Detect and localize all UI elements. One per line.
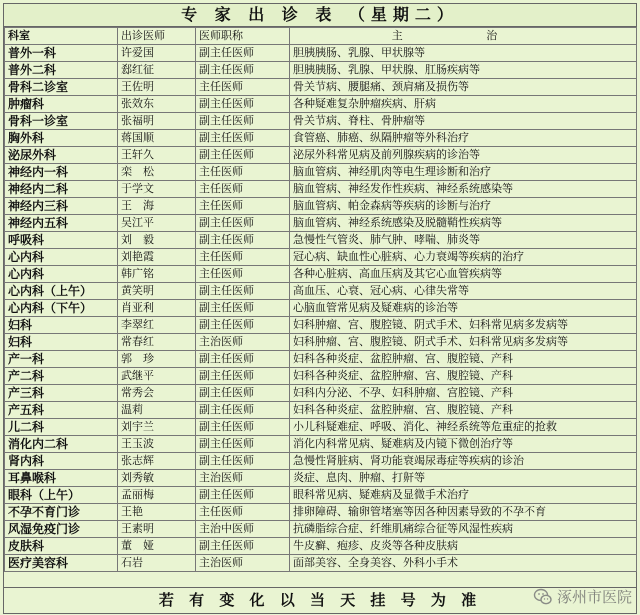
table-row (5, 436, 637, 453)
specialty-cell: 牛皮癣、疱疹、皮炎等各种皮肤病 (290, 538, 637, 555)
doctor-cell: 刘宇兰 (118, 419, 196, 436)
table-row (5, 283, 637, 300)
dept-cell: 神经内一科 (5, 164, 118, 181)
title-cell: 副主任医师 (196, 402, 290, 419)
title-cell: 主任医师 (196, 198, 290, 215)
schedule-title: 专 家 出 诊 表 （星期二） (4, 4, 636, 27)
dept-cell: 心内科 (5, 266, 118, 283)
title-cell: 主任医师 (196, 181, 290, 198)
watermark (533, 586, 632, 607)
dept-cell: 心内科（下午） (5, 300, 118, 317)
table-row (5, 45, 637, 62)
doctor-cell: 韩广铭 (118, 266, 196, 283)
specialty-cell: 眼科常见病、疑难病及显微手术治疗 (290, 487, 637, 504)
doctor-cell: 王佐明 (118, 79, 196, 96)
dept-cell: 风湿免疫门诊 (5, 521, 118, 538)
doctor-cell: 刘 毅 (118, 232, 196, 249)
dept-cell: 呼吸科 (5, 232, 118, 249)
title-cell: 主任医师 (196, 249, 290, 266)
specialty-cell: 妇科肿瘤、宫、腹腔镜、阴式手术、妇科常见病多发病等 (290, 317, 637, 334)
specialty-cell: 妇科各种炎症、盆腔肿瘤、宫、腹腔镜、产科 (290, 402, 637, 419)
title-cell: 副主任医师 (196, 538, 290, 555)
table-row (5, 198, 637, 215)
table-row (5, 266, 637, 283)
title-cell: 副主任医师 (196, 300, 290, 317)
title-cell: 副主任医师 (196, 147, 290, 164)
doctor-cell: 武继平 (118, 368, 196, 385)
doctor-cell: 王轩久 (118, 147, 196, 164)
doctor-cell: 郄红征 (118, 62, 196, 79)
doctor-cell: 王素明 (118, 521, 196, 538)
doctor-cell: 常秀会 (118, 385, 196, 402)
watermark-text: 涿州市医院 (556, 588, 632, 606)
title-cell: 主治医师 (196, 555, 290, 572)
dept-cell: 胸外科 (5, 130, 118, 147)
header-doctor: 出诊医师 (118, 28, 196, 45)
dept-cell: 肿瘤科 (5, 96, 118, 113)
doctor-cell: 张福明 (118, 113, 196, 130)
specialty-cell: 急慢性气管炎、肺气肿、哮喘、肺炎等 (290, 232, 637, 249)
doctor-cell: 肖亚利 (118, 300, 196, 317)
title-cell: 主任医师 (196, 504, 290, 521)
title-cell: 副主任医师 (196, 487, 290, 504)
doctor-cell: 张志辉 (118, 453, 196, 470)
table-row (5, 487, 637, 504)
dept-cell: 妇科 (5, 334, 118, 351)
table-row (5, 351, 637, 368)
table-row (5, 96, 637, 113)
doctor-cell: 许爱国 (118, 45, 196, 62)
dept-cell: 神经内三科 (5, 198, 118, 215)
dept-cell: 皮肤科 (5, 538, 118, 555)
dept-cell: 普外二科 (5, 62, 118, 79)
doctor-cell: 温莉 (118, 402, 196, 419)
table-row (5, 521, 637, 538)
specialty-cell: 炎症、息肉、肿瘤、打鼾等 (290, 470, 637, 487)
doctor-cell: 石岩 (118, 555, 196, 572)
table-row (5, 504, 637, 521)
doctor-cell: 董 娅 (118, 538, 196, 555)
doctor-cell: 蒋国顺 (118, 130, 196, 147)
title-cell: 副主任医师 (196, 62, 290, 79)
dept-cell: 骨科二诊室 (5, 79, 118, 96)
table-row (5, 453, 637, 470)
title-cell: 副主任医师 (196, 453, 290, 470)
title-cell: 主任医师 (196, 164, 290, 181)
title-cell: 副主任医师 (196, 419, 290, 436)
header-row (5, 28, 637, 45)
table-row (5, 164, 637, 181)
doctor-cell: 常春红 (118, 334, 196, 351)
doctor-cell: 张效东 (118, 96, 196, 113)
title-cell: 副主任医师 (196, 317, 290, 334)
specialty-cell: 脑血管病、帕金森病等疾病的诊断与治疗 (290, 198, 637, 215)
table-row (5, 79, 637, 96)
specialty-cell: 胆胰胰肠、乳腺、甲状腺、肛肠疾病等 (290, 62, 637, 79)
title-cell: 副主任医师 (196, 436, 290, 453)
specialty-cell: 妇科各种炎症、盆腔肿瘤、宫、腹腔镜、产科 (290, 368, 637, 385)
specialty-cell: 消化内科常见病、疑难病及内镜下微创治疗等 (290, 436, 637, 453)
table-row (5, 130, 637, 147)
title-cell: 主治中医师 (196, 521, 290, 538)
dept-cell: 神经内五科 (5, 215, 118, 232)
specialty-cell: 食管癌、肺癌、纵隔肿瘤等外科治疗 (290, 130, 637, 147)
doctor-cell: 王玉波 (118, 436, 196, 453)
table-row (5, 419, 637, 436)
specialty-cell: 脑血管病、神经发作性疾病、神经系统感染等 (290, 181, 637, 198)
header-specialty: 主 治 (290, 28, 637, 45)
dept-cell: 消化内二科 (5, 436, 118, 453)
dept-cell: 耳鼻喉科 (5, 470, 118, 487)
dept-cell: 泌尿外科 (5, 147, 118, 164)
dept-cell: 妇科 (5, 317, 118, 334)
table-row (5, 147, 637, 164)
specialty-cell: 排卵障碍、输卵管堵塞等因各种因素导致的不孕不育 (290, 504, 637, 521)
dept-cell: 眼科（上午） (5, 487, 118, 504)
title-cell: 副主任医师 (196, 96, 290, 113)
title-cell: 副主任医师 (196, 45, 290, 62)
doctor-cell: 王 海 (118, 198, 196, 215)
specialty-cell: 小儿科疑难症、呼吸、消化、神经系统等危重症的抢救 (290, 419, 637, 436)
dept-cell: 心内科 (5, 249, 118, 266)
dept-cell: 产二科 (5, 368, 118, 385)
specialty-cell: 冠心病、缺血性心脏病、心力衰竭等疾病的治疗 (290, 249, 637, 266)
title-cell: 主任医师 (196, 79, 290, 96)
title-cell: 主任医师 (196, 266, 290, 283)
title-cell: 副主任医师 (196, 283, 290, 300)
specialty-cell: 胆胰胰肠、乳腺、甲状腺等 (290, 45, 637, 62)
footer-note: 若 有 变 化 以 当 天 挂 号 为 准 (4, 587, 636, 613)
specialty-cell: 抗磷脂综合症、纤维肌痛综合征等风湿性疾病 (290, 521, 637, 538)
schedule-table (4, 27, 637, 572)
header-dept: 科室 (5, 28, 118, 45)
table-row (5, 538, 637, 555)
dept-cell: 肾内科 (5, 453, 118, 470)
doctor-cell: 栾 松 (118, 164, 196, 181)
doctor-cell: 李翠红 (118, 317, 196, 334)
specialty-cell: 妇科肿瘤、宫、腹腔镜、阴式手术、妇科常见病多发病等 (290, 334, 637, 351)
table-row (5, 385, 637, 402)
table-row (5, 368, 637, 385)
specialty-cell: 脑血管病、神经系统感染及脱髓鞘性疾病等 (290, 215, 637, 232)
title-cell: 副主任医师 (196, 385, 290, 402)
dept-cell: 心内科（上午） (5, 283, 118, 300)
title-cell: 主治医师 (196, 470, 290, 487)
table-row (5, 249, 637, 266)
doctor-cell: 吴江平 (118, 215, 196, 232)
wechat-icon (533, 587, 553, 607)
dept-cell: 产一科 (5, 351, 118, 368)
specialty-cell: 各种疑难复杂肿瘤疾病、肝病 (290, 96, 637, 113)
header-title: 医师职称 (196, 28, 290, 45)
title-cell: 副主任医师 (196, 351, 290, 368)
table-row (5, 317, 637, 334)
doctor-cell: 孟丽梅 (118, 487, 196, 504)
specialty-cell: 面部美容、全身美容、外科小手术 (290, 555, 637, 572)
title-cell: 主治医师 (196, 334, 290, 351)
dept-cell: 儿二科 (5, 419, 118, 436)
specialty-cell: 妇科内分泌、不孕、妇科肿瘤、宫腔镜、产科 (290, 385, 637, 402)
doctor-cell: 郭 珍 (118, 351, 196, 368)
doctor-cell: 黄笑明 (118, 283, 196, 300)
dept-cell: 普外一科 (5, 45, 118, 62)
specialty-cell: 骨关节病、腰腿痛、颈肩痛及损伤等 (290, 79, 637, 96)
specialty-cell: 急慢性肾脏病、肾功能衰竭尿毒症等疾病的诊治 (290, 453, 637, 470)
specialty-cell: 心脑血管常见病及疑难病的诊治等 (290, 300, 637, 317)
table-row (5, 113, 637, 130)
dept-cell: 神经内二科 (5, 181, 118, 198)
title-cell: 副主任医师 (196, 232, 290, 249)
specialty-cell: 泌尿外科常见病及前列腺疾病的诊治等 (290, 147, 637, 164)
table-row (5, 181, 637, 198)
table-row (5, 62, 637, 79)
dept-cell: 产五科 (5, 402, 118, 419)
specialty-cell: 高血压、心衰、冠心病、心律失常等 (290, 283, 637, 300)
schedule-sheet (3, 3, 637, 614)
table-row (5, 555, 637, 572)
doctor-cell: 于学文 (118, 181, 196, 198)
doctor-cell: 刘艳霞 (118, 249, 196, 266)
dept-cell: 医疗美容科 (5, 555, 118, 572)
dept-cell: 不孕不育门诊 (5, 504, 118, 521)
table-row (5, 300, 637, 317)
title-cell: 副主任医师 (196, 368, 290, 385)
specialty-cell: 各种心脏病、高血压病及其它心血管疾病等 (290, 266, 637, 283)
table-row (5, 334, 637, 351)
doctor-cell: 刘秀敏 (118, 470, 196, 487)
specialty-cell: 脑血管病、神经肌肉等电生理诊断和治疗 (290, 164, 637, 181)
table-row (5, 402, 637, 419)
table-row (5, 215, 637, 232)
table-row (5, 232, 637, 249)
dept-cell: 产三科 (5, 385, 118, 402)
specialty-cell: 骨关节病、脊柱、骨肿瘤等 (290, 113, 637, 130)
doctor-cell: 王艳 (118, 504, 196, 521)
specialty-cell: 妇科各种炎症、盆腔肿瘤、宫、腹腔镜、产科 (290, 351, 637, 368)
table-row (5, 470, 637, 487)
title-cell: 副主任医师 (196, 130, 290, 147)
title-cell: 副主任医师 (196, 113, 290, 130)
dept-cell: 骨科一诊室 (5, 113, 118, 130)
title-cell: 副主任医师 (196, 215, 290, 232)
